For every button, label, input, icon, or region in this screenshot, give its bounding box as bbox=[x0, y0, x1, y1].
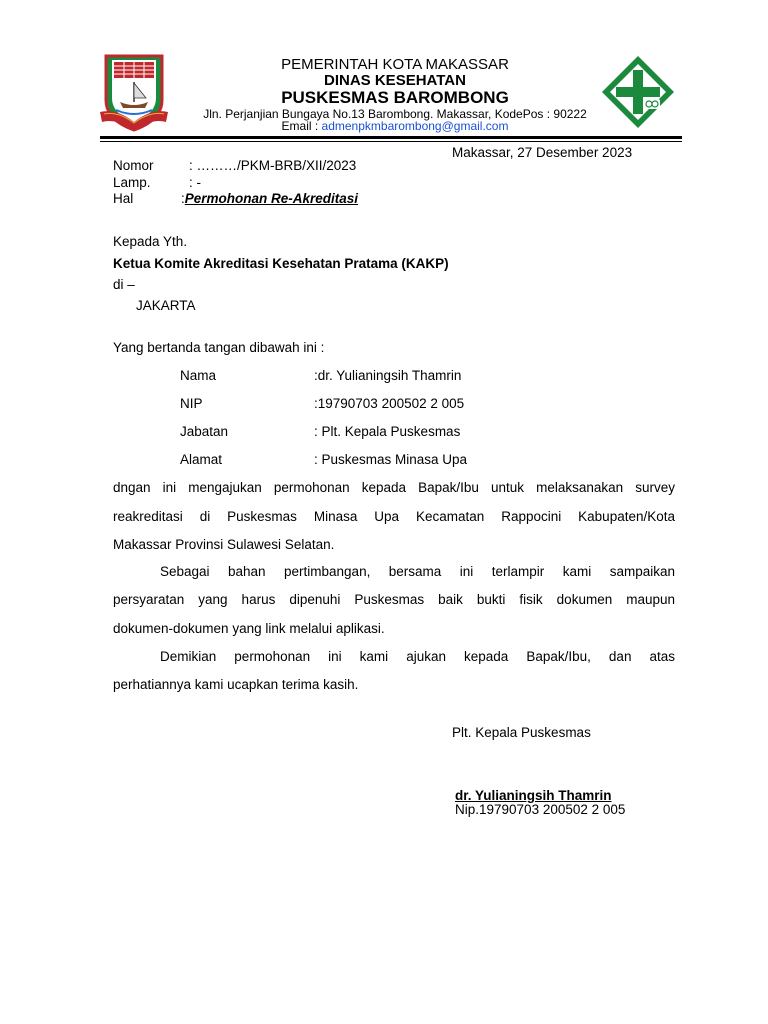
para2-line1: Sebagai bahan pertimbangan, bersama ini terlampir kami sampaikan bbox=[160, 564, 675, 579]
letterhead-department: DINAS KESEHATAN bbox=[324, 72, 466, 89]
header-rule-thin bbox=[100, 141, 682, 142]
letter-date: Makassar, 27 Desember 2023 bbox=[452, 145, 633, 160]
identity-value-nip: :19790703 200502 2 005 bbox=[314, 396, 465, 411]
hal-label: Hal bbox=[113, 191, 134, 206]
email-link[interactable]: admenpkmbarombong@gmail.com bbox=[321, 119, 509, 133]
identity-value-nama: :dr. Yulianingsih Thamrin bbox=[314, 368, 462, 383]
hal-value: Permohonan Re-Akreditasi bbox=[184, 191, 359, 206]
hal-colon: : bbox=[181, 191, 185, 206]
nomor-value: : ………/PKM-BRB/XII/2023 bbox=[189, 158, 357, 173]
para2-line3: dokumen-dokumen yang link melalui aplikasi. bbox=[113, 621, 385, 636]
identity-value-jabatan: : Plt. Kepala Puskesmas bbox=[314, 424, 461, 439]
letterhead-government: PEMERINTAH KOTA MAKASSAR bbox=[281, 56, 509, 73]
signature-nip: Nip.19790703 200502 2 005 bbox=[455, 802, 626, 817]
para1-line1: dngan ini mengajukan permohonan kepada Bapak/Ibu untuk melaksanakan survey bbox=[113, 480, 675, 495]
para1-line3: Makassar Provinsi Sulawesi Selatan. bbox=[113, 537, 335, 552]
recipient-di: di – bbox=[113, 277, 135, 292]
email-label: Email : bbox=[281, 119, 322, 133]
para1-line2: reakreditasi di Puskesmas Minasa Upa Kecamatan Rappocini Kabupaten/Kota bbox=[113, 509, 675, 524]
signature-name: dr. Yulianingsih Thamrin bbox=[455, 788, 612, 803]
identity-label-nama: Nama bbox=[180, 368, 217, 383]
lamp-value: : - bbox=[189, 175, 201, 190]
para2-line2: persyaratan yang harus dipenuhi Puskesmas baik bukti fisik dokumen maupun bbox=[113, 592, 675, 607]
letterhead-email-line bbox=[180, 119, 610, 133]
makassar-city-seal-icon bbox=[96, 50, 172, 134]
identity-label-jabatan: Jabatan bbox=[180, 424, 229, 439]
para3-line2: perhatiannya kami ucapkan terima kasih. bbox=[113, 677, 359, 692]
identity-value-alamat: : Puskesmas Minasa Upa bbox=[314, 452, 468, 467]
nomor-label: Nomor bbox=[113, 158, 154, 173]
header-rule-thick bbox=[100, 136, 682, 139]
letterhead-institution: PUSKESMAS BAROMBONG bbox=[281, 88, 509, 107]
signature-position: Plt. Kepala Puskesmas bbox=[452, 725, 591, 740]
recipient-city: JAKARTA bbox=[136, 298, 196, 313]
lamp-label: Lamp. bbox=[113, 175, 151, 190]
identity-label-nip: NIP bbox=[180, 396, 203, 411]
hal-subject bbox=[181, 191, 358, 206]
puskesmas-cross-logo-icon bbox=[600, 54, 676, 130]
identity-label-alamat: Alamat bbox=[180, 452, 223, 467]
recipient-name: Ketua Komite Akreditasi Kesehatan Pratama (KAKP) bbox=[113, 256, 449, 271]
intro-text: Yang bertanda tangan dibawah ini : bbox=[113, 340, 325, 355]
para3-line1: Demikian permohonan ini kami ajukan kepada Bapak/Ibu, dan atas bbox=[160, 649, 675, 664]
letterhead-address: Jln. Perjanjian Bungaya No.13 Barombong. Makassar, KodePos : 90222 bbox=[203, 107, 587, 121]
recipient-greeting: Kepada Yth. bbox=[113, 234, 188, 249]
